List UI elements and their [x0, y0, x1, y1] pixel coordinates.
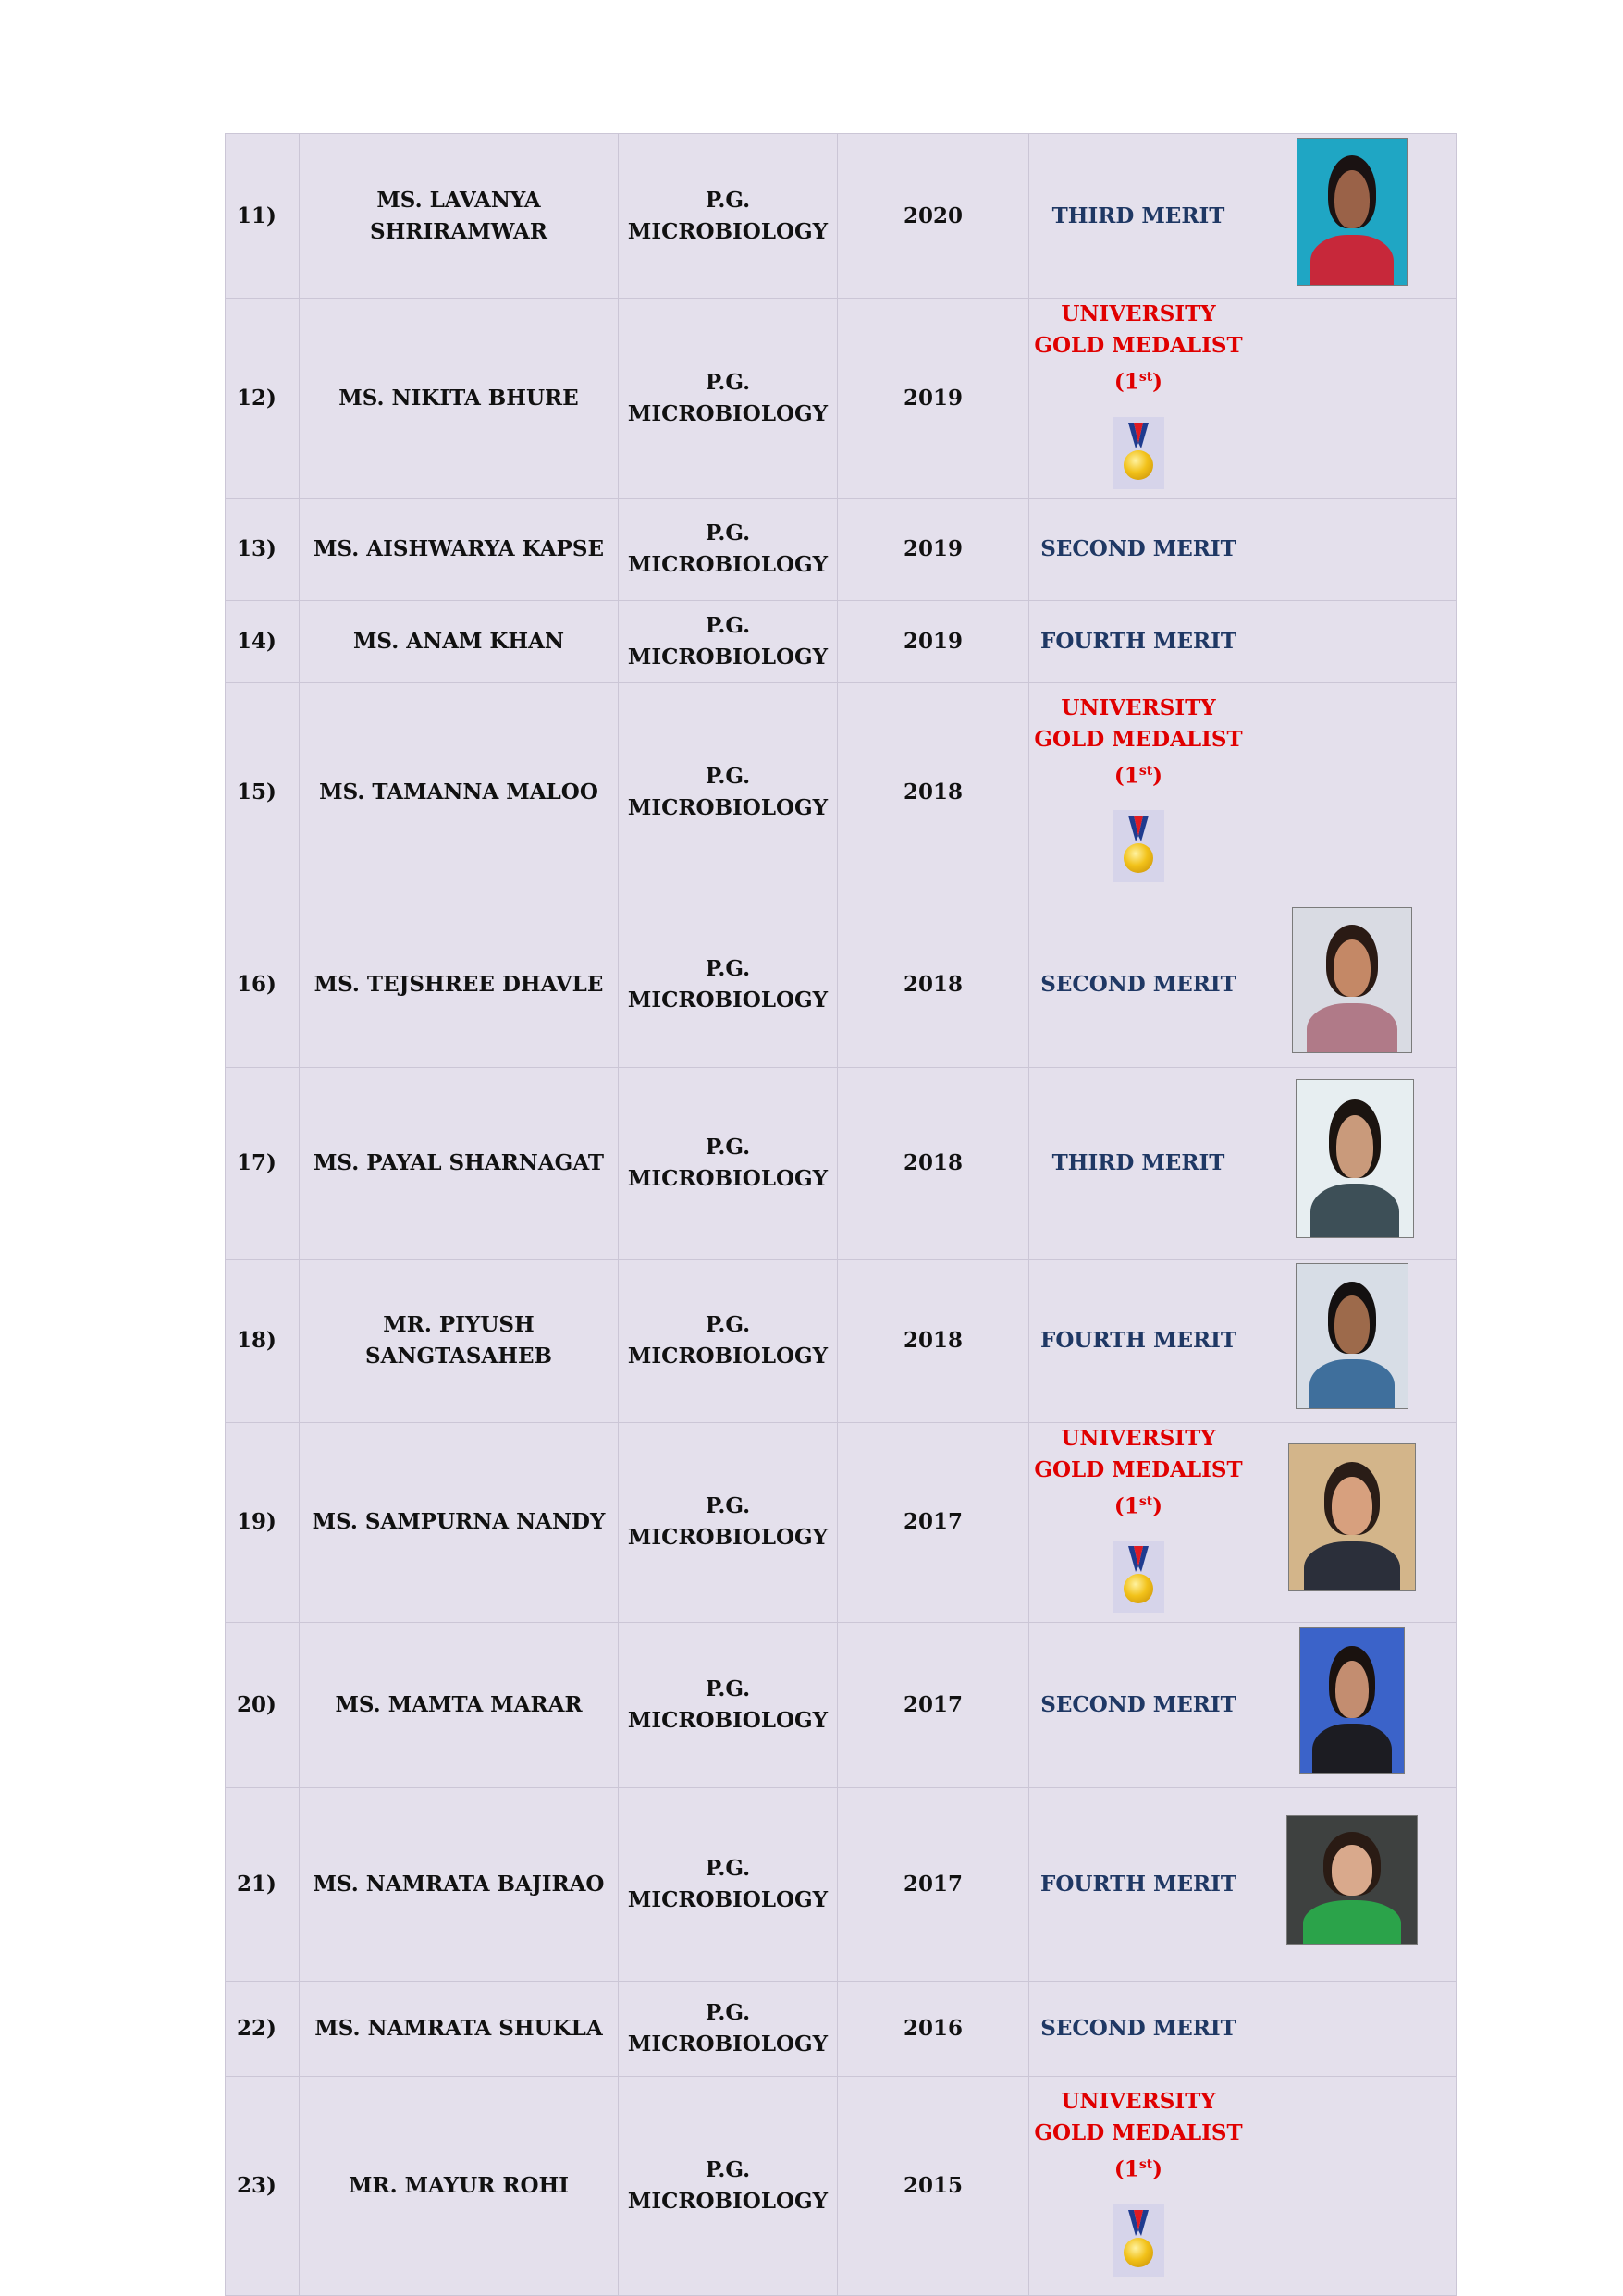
gold-line-medalist: GOLD MEDALIST: [1034, 333, 1243, 358]
course-subject: MICROBIOLOGY: [627, 1166, 829, 1192]
course-level: P.G.: [705, 612, 751, 638]
course-subject: MICROBIOLOGY: [627, 400, 829, 426]
gold-line-medalist: GOLD MEDALIST: [1034, 726, 1243, 752]
course-level: P.G.: [705, 369, 751, 395]
photo-body: [1310, 1184, 1399, 1238]
photo-body: [1309, 1359, 1394, 1409]
photo-cell: [1248, 1788, 1457, 1982]
course-cell: [619, 299, 838, 499]
course-subject: MICROBIOLOGY: [627, 2032, 829, 2057]
photo-cell: [1248, 682, 1457, 902]
gold-line-rank: [1029, 1486, 1248, 1523]
passing-year: 2018: [838, 1259, 1029, 1422]
passing-year: 2019: [838, 299, 1029, 499]
course-cell: [619, 1623, 838, 1788]
course-cell: [619, 682, 838, 902]
serial-number: 22): [226, 1982, 300, 2077]
course-subject: MICROBIOLOGY: [627, 1708, 829, 1734]
merit-rank: FOURTH MERIT: [1040, 628, 1236, 654]
gold-line-rank: [1029, 362, 1248, 399]
merit-cell: [1029, 1067, 1248, 1259]
merit-rank: THIRD MERIT: [1051, 1150, 1225, 1176]
course-level: P.G.: [705, 2157, 751, 2183]
rank-close: ): [1152, 369, 1163, 395]
table-row: [226, 299, 1457, 499]
table-row: [226, 1982, 1457, 2077]
course-subject: MICROBIOLOGY: [627, 644, 829, 669]
rank-close: ): [1152, 2157, 1163, 2183]
course-subject: MICROBIOLOGY: [627, 1525, 829, 1551]
merit-rank: SECOND MERIT: [1040, 1692, 1236, 1718]
course-subject: MICROBIOLOGY: [627, 552, 829, 578]
photo-face: [1334, 939, 1371, 997]
rank-suffix: st: [1138, 2157, 1153, 2173]
course-subject: MICROBIOLOGY: [627, 2189, 829, 2215]
gold-line-rank: [1029, 755, 1248, 792]
merit-rank: FOURTH MERIT: [1040, 1328, 1236, 1354]
passing-year: 2017: [838, 1422, 1029, 1623]
merit-cell: [1029, 902, 1248, 1067]
student-name: MS. MAMTA MARAR: [300, 1623, 619, 1788]
course-level: P.G.: [705, 1312, 751, 1338]
photo-cell: [1248, 1422, 1457, 1623]
student-photo: [1296, 1263, 1408, 1409]
merit-cell: [1029, 2077, 1248, 2296]
course-subject: MICROBIOLOGY: [627, 218, 829, 244]
course-level: P.G.: [705, 1135, 751, 1160]
course-level: P.G.: [705, 2000, 751, 2026]
photo-body: [1304, 1541, 1399, 1592]
merit-cell: [1029, 134, 1248, 299]
course-subject: MICROBIOLOGY: [627, 1887, 829, 1913]
merit-cell: [1029, 682, 1248, 902]
photo-cell: [1248, 299, 1457, 499]
table-row: [226, 2077, 1457, 2296]
photo-face: [1335, 1661, 1369, 1718]
table-row: [226, 902, 1457, 1067]
gold-medalist-label: [1029, 299, 1248, 399]
merit-cell: [1029, 299, 1248, 499]
gold-line-university: UNIVERSITY: [1061, 301, 1216, 326]
table-row: [226, 600, 1457, 682]
course-subject: MICROBIOLOGY: [627, 1344, 829, 1369]
photo-cell: [1248, 1259, 1457, 1422]
merit-rank: FOURTH MERIT: [1040, 1872, 1236, 1897]
passing-year: 2020: [838, 134, 1029, 299]
course-level: P.G.: [705, 763, 751, 789]
serial-number: 17): [226, 1067, 300, 1259]
gold-line-medalist: GOLD MEDALIST: [1034, 2120, 1243, 2146]
gold-line-university: UNIVERSITY: [1061, 2089, 1216, 2115]
serial-number: 19): [226, 1422, 300, 1623]
photo-face: [1334, 170, 1370, 228]
student-photo: [1286, 1815, 1418, 1945]
rank-suffix: st: [1138, 1493, 1153, 1509]
gold-medalist-label: [1029, 2086, 1248, 2186]
serial-number: 12): [226, 299, 300, 499]
merit-cell: [1029, 600, 1248, 682]
rank-suffix: st: [1138, 370, 1153, 385]
student-photo: [1299, 1627, 1405, 1774]
serial-number: 20): [226, 1623, 300, 1788]
photo-cell: [1248, 2077, 1457, 2296]
medal-icon: [1113, 417, 1164, 489]
photo-cell: [1248, 902, 1457, 1067]
passing-year: 2019: [838, 600, 1029, 682]
table-row: [226, 1788, 1457, 1982]
course-cell: [619, 498, 838, 600]
photo-cell: [1248, 498, 1457, 600]
rank-open: (1: [1113, 2157, 1139, 2183]
rank-open: (1: [1113, 763, 1139, 789]
serial-number: 13): [226, 498, 300, 600]
course-cell: [619, 1259, 838, 1422]
student-name: MS. SAMPURNA NANDY: [300, 1422, 619, 1623]
passing-year: 2016: [838, 1982, 1029, 2077]
gold-line-university: UNIVERSITY: [1061, 694, 1216, 720]
course-subject: MICROBIOLOGY: [627, 987, 829, 1013]
gold-line-medalist: GOLD MEDALIST: [1034, 1456, 1243, 1482]
rank-close: ): [1152, 763, 1163, 789]
student-name: MS. ANAM KHAN: [300, 600, 619, 682]
serial-number: 18): [226, 1259, 300, 1422]
photo-body: [1303, 1900, 1401, 1945]
photo-body: [1310, 235, 1394, 286]
medal-icon: [1113, 1541, 1164, 1613]
course-level: P.G.: [705, 955, 751, 981]
course-level: P.G.: [705, 521, 751, 546]
course-cell: [619, 134, 838, 299]
student-photo: [1288, 1443, 1416, 1591]
photo-face: [1332, 1845, 1373, 1896]
course-cell: [619, 2077, 838, 2296]
medal-icon: [1113, 810, 1164, 882]
student-photo: [1297, 138, 1408, 286]
table-row: [226, 1422, 1457, 1623]
serial-number: 14): [226, 600, 300, 682]
photo-cell: [1248, 1067, 1457, 1259]
medal-icon: [1113, 2204, 1164, 2277]
student-name: MS. NIKITA BHURE: [300, 299, 619, 499]
merit-rank: SECOND MERIT: [1040, 2016, 1236, 2042]
merit-rank: SECOND MERIT: [1040, 971, 1236, 997]
merit-cell: [1029, 1982, 1248, 2077]
photo-cell: [1248, 600, 1457, 682]
photo-cell: [1248, 134, 1457, 299]
passing-year: 2019: [838, 498, 1029, 600]
photo-body: [1307, 1003, 1396, 1053]
merit-cell: [1029, 1623, 1248, 1788]
student-name: MR. PIYUSH SANGTASAHEB: [300, 1259, 619, 1422]
photo-face: [1332, 1477, 1372, 1535]
student-name: MS. PAYAL SHARNAGAT: [300, 1067, 619, 1259]
gold-line-university: UNIVERSITY: [1061, 1425, 1216, 1451]
table-row: [226, 1259, 1457, 1422]
passing-year: 2015: [838, 2077, 1029, 2296]
course-level: P.G.: [705, 1856, 751, 1882]
merit-rank: THIRD MERIT: [1051, 203, 1225, 228]
photo-face: [1336, 1115, 1373, 1178]
serial-number: 11): [226, 134, 300, 299]
student-name: MS. LAVANYA SHRIRAMWAR: [300, 134, 619, 299]
merit-list-table: [225, 133, 1457, 2296]
rank-suffix: st: [1138, 763, 1153, 779]
course-cell: [619, 1788, 838, 1982]
course-cell: [619, 1067, 838, 1259]
serial-number: 15): [226, 682, 300, 902]
rank-open: (1: [1113, 369, 1139, 395]
photo-face: [1334, 1295, 1370, 1353]
table-row: [226, 498, 1457, 600]
table-row: [226, 682, 1457, 902]
gold-medalist-label: [1029, 1423, 1248, 1523]
photo-cell: [1248, 1982, 1457, 2077]
student-name: MS. AISHWARYA KAPSE: [300, 498, 619, 600]
student-name: MS. TAMANNA MALOO: [300, 682, 619, 902]
passing-year: 2018: [838, 682, 1029, 902]
serial-number: 21): [226, 1788, 300, 1982]
course-level: P.G.: [705, 1676, 751, 1702]
course-level: P.G.: [705, 1493, 751, 1519]
merit-cell: [1029, 1788, 1248, 1982]
photo-cell: [1248, 1623, 1457, 1788]
gold-line-rank: [1029, 2149, 1248, 2186]
course-cell: [619, 1422, 838, 1623]
passing-year: 2017: [838, 1788, 1029, 1982]
table-row: [226, 134, 1457, 299]
passing-year: 2018: [838, 902, 1029, 1067]
student-name: MS. NAMRATA SHUKLA: [300, 1982, 619, 2077]
merit-cell: [1029, 1422, 1248, 1623]
course-subject: MICROBIOLOGY: [627, 794, 829, 820]
table-row: [226, 1623, 1457, 1788]
course-level: P.G.: [705, 187, 751, 213]
merit-rank: SECOND MERIT: [1040, 536, 1236, 562]
merit-cell: [1029, 1259, 1248, 1422]
student-name: MS. TEJSHREE DHAVLE: [300, 902, 619, 1067]
rank-open: (1: [1113, 1493, 1139, 1519]
course-cell: [619, 600, 838, 682]
serial-number: 23): [226, 2077, 300, 2296]
student-photo: [1296, 1079, 1414, 1238]
passing-year: 2017: [838, 1623, 1029, 1788]
student-name: MR. MAYUR ROHI: [300, 2077, 619, 2296]
passing-year: 2018: [838, 1067, 1029, 1259]
serial-number: 16): [226, 902, 300, 1067]
gold-medalist-label: [1029, 693, 1248, 792]
table-row: [226, 1067, 1457, 1259]
course-cell: [619, 1982, 838, 2077]
rank-close: ): [1152, 1493, 1163, 1519]
student-photo: [1292, 907, 1412, 1053]
course-cell: [619, 902, 838, 1067]
photo-body: [1312, 1724, 1391, 1774]
merit-cell: [1029, 498, 1248, 600]
student-name: MS. NAMRATA BAJIRAO: [300, 1788, 619, 1982]
